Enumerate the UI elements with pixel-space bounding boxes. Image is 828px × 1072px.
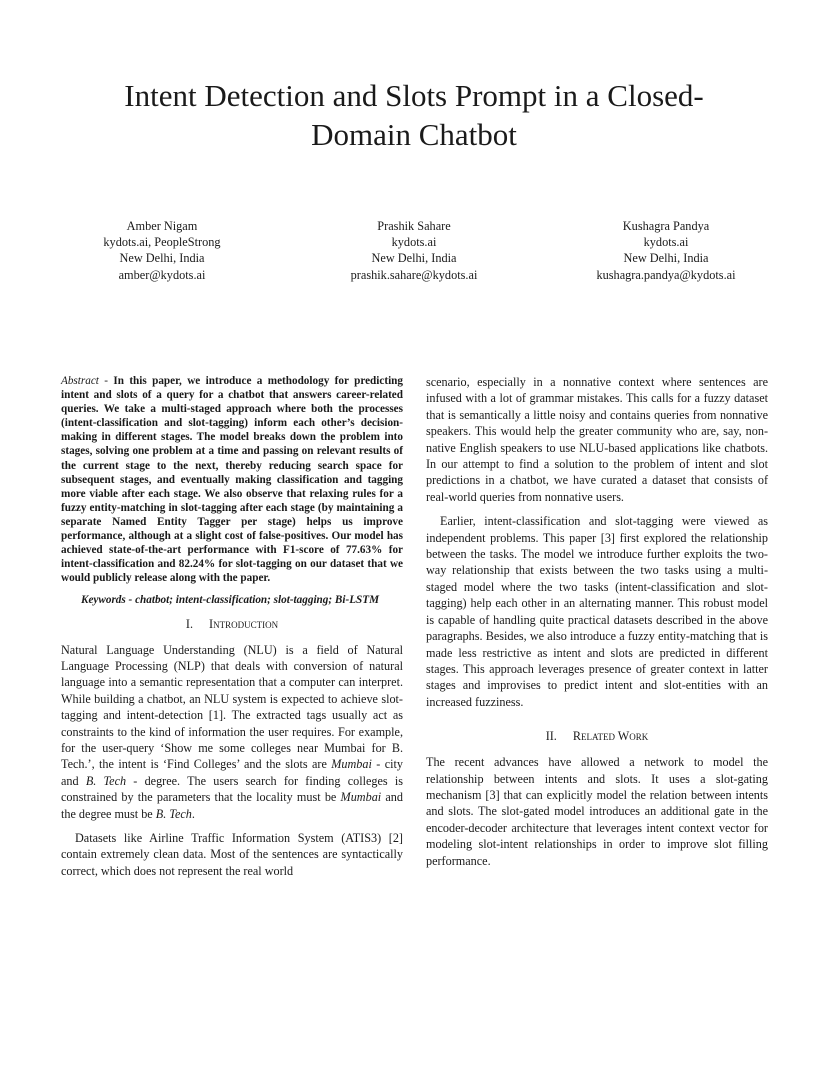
author-affiliation: kydots.ai, PeopleStrong xyxy=(103,235,221,250)
author-location: New Delhi, India xyxy=(623,251,709,266)
author-name: Kushagra Pandya xyxy=(622,219,710,233)
section-heading-related-work xyxy=(426,728,768,744)
text-run: . xyxy=(191,806,195,821)
text-run-italic: B. Tech xyxy=(85,773,127,788)
keywords: Keywords - chatbot; intent-classification; slot-tagging; Bi-LSTM xyxy=(81,594,380,607)
paper-title: Intent Detection and Slots Prompt in a Closed-Domain Chatbot xyxy=(124,78,704,152)
author-email: kushagra.pandya@kydots.ai xyxy=(596,267,736,282)
author-block-2 xyxy=(304,218,524,283)
abstract xyxy=(61,374,403,585)
section-number: II. xyxy=(545,729,557,744)
text-run: - degree. The users search for finding colleges is constrained by the parameters that the locality must be xyxy=(61,773,403,805)
author-block-3 xyxy=(556,218,776,283)
author-block-1 xyxy=(52,218,272,283)
author-name: Prashik Sahare xyxy=(377,219,451,233)
author-name: Amber Nigam xyxy=(126,219,198,233)
section-title: Related Work xyxy=(572,729,649,744)
section-number: I. xyxy=(185,616,194,631)
intro-paragraph-2-continued: scenario, especially in a nonnative context where sentences are infused with a lot of grammar mistakes. This calls for a fuzzy dataset that is semantically a little noisy and contains queries from nonnative speakers. This would help the greater community who are, say, non-native English speakers to use NLU-based applications like chatbots. In our attempt to find a solution to the problem of intent and slot predictions in a chatbot, we have curated a dataset that consists of real-world queries from nonnative users. xyxy=(426,375,768,504)
author-email: prashik.sahare@kydots.ai xyxy=(350,267,478,282)
related-work-paragraph-1: The recent advances have allowed a network to model the relationship between intents and slots. It uses a slot-gating mechanism [3] that can explicitly model the relation between intents and slots. The slot-gated model introduces an additional gate in the encoder-decoder architecture that leverages intent context vector for modeling slot-intent relationships in order to improve slot filling performance. xyxy=(426,755,768,868)
abstract-lead: Abstract - xyxy=(61,375,109,387)
author-location: New Delhi, India xyxy=(371,251,457,266)
section-title: Introduction xyxy=(209,616,279,631)
text-run-italic: Mumbai xyxy=(331,757,372,772)
section-heading-introduction xyxy=(61,616,403,632)
author-affiliation: kydots.ai xyxy=(643,235,689,250)
intro-paragraph-1 xyxy=(61,642,403,822)
text-run: - city and xyxy=(61,757,403,788)
intro-paragraph-2: Datasets like Airline Traffic Information System (ATIS3) [2] contain extremely clean data. Most of the sentences are syntactically correct, which does not represent the real world xyxy=(61,830,403,878)
text-run-italic: Mumbai xyxy=(340,790,382,805)
text-run-italic: B. Tech xyxy=(155,806,192,821)
text-run: Natural Language Understanding (NLU) is a field of Natural Language Processing (NLP) that deals with conversion of natural language into a semantic representation that a computer can interpret. While building a chatbot, an NLU system is expected to achieve slot-tagging and intent-detection [1]. The extracted tags usually act as constraints to the kind of information the user requires. For example, for the user-query ‘Show me some colleges near Mumbai for B. Tech.’, the intent is ‘Find Colleges’ and the slots are xyxy=(61,642,403,772)
text-run: and the degree must be xyxy=(61,790,403,821)
author-affiliation: kydots.ai xyxy=(391,235,437,250)
right-column xyxy=(426,374,768,877)
left-column xyxy=(61,374,403,887)
intro-paragraph-3: Earlier, intent-classification and slot-tagging were viewed as independent problems. This paper [3] first explored the relationship between the tasks. The model we introduce further exploits the two-way relationship that exists between the two tasks using a multi-staged model where the two tasks (intent-classification and slot-tagging) help each other in an alternating manner. This robust model is capable of handling quite practical datasets described in the above paragraphs. Besides, we also introduce a fuzzy entity-matching that is made less restrictive as intent and slots are predicted in different stages. This approach leverages presence of greater context in latter stages and improvises to predict intent and slot-entities with an increased fuzziness. xyxy=(426,514,768,709)
author-location: New Delhi, India xyxy=(119,251,205,266)
abstract-body: In this paper, we introduce a methodology for predicting intent and slots of a query for a chatbot that answers career-related queries. We take a multi-staged approach where both the processes (intent-classification and slot-tagging) inform each other’s decision-making in different stages. The model breaks down the problem into stages, solving one problem at a time and passing on relevant results of the current stage to the next, thereby reducing search space for subsequent stages, and eventually making classification and tagging more viable after each stage. We also observe that relaxing rules for a fuzzy entity-matching in slot-tagging after each stage (by maintaining a separate Named Entity Tagger per stage) helps us improve performance, although at a slight cost of false-positives. Our model has achieved state-of-the-art performance with F1-score of 77.63% for intent-classification and 82.24% for slot-tagging on our dataset that we would publicly release along with the paper. xyxy=(61,375,403,585)
author-email: amber@kydots.ai xyxy=(118,267,206,282)
